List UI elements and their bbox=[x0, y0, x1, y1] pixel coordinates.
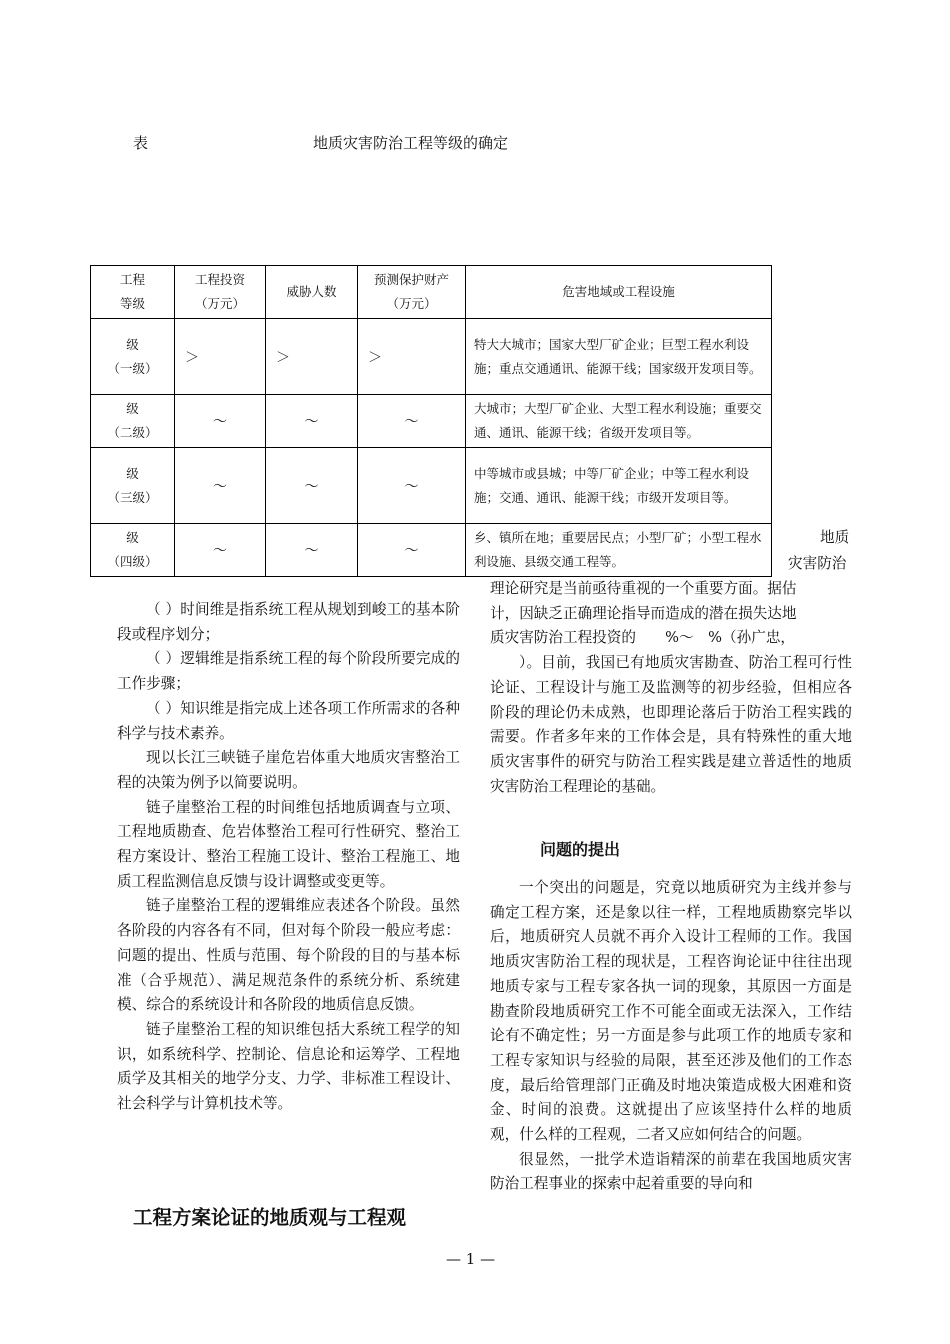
paragraph-theory-line2: 计，因缺乏正确理论指导而造成的潜在损失达地 bbox=[490, 604, 797, 622]
table-row bbox=[91, 448, 772, 524]
property-cell: ～ bbox=[358, 524, 466, 577]
people-cell: ～ bbox=[266, 524, 358, 577]
table-row bbox=[91, 395, 772, 448]
paragraph-theory-rest: ）。目前，我国已有地质灾害勘查、防治工程可行性论证、工程设计与施工及监测等的初步经验，但相应各阶段的理论仍未成熟，也即理论落后于防治工程实践的需要。作者多年来的工作体会是，具有特殊性的重大地质灾害事件的研究与防治工程实践是建立普适性的地质灾害防治工程理论的基础。 bbox=[490, 654, 852, 795]
property-cell: ～ bbox=[358, 448, 466, 524]
investment-cell: ～ bbox=[175, 524, 266, 577]
table-label: 表 bbox=[133, 134, 149, 152]
area-cell: 大城市；大型厂矿企业、大型工程水利设施；重要交通、通讯、能源干线；省级开发项目等。 bbox=[466, 395, 772, 448]
people-cell: ～ bbox=[266, 448, 358, 524]
paragraph-example-intro: 现以长江三峡链子崖危岩体重大地质灾害整治工程的决策为例予以简要说明。 bbox=[117, 749, 460, 791]
area-cell: 中等城市或县城；中等厂矿企业；中等工程水利设施；交通、通讯、能源干线；市级开发项目等。 bbox=[466, 448, 772, 524]
right-column-lower bbox=[490, 876, 852, 1197]
grade-cell: 级 （二级） bbox=[91, 395, 175, 448]
investment-cell: ＞ bbox=[175, 319, 266, 395]
table-row bbox=[91, 524, 772, 577]
grade-cell: 级 （四级） bbox=[91, 524, 175, 577]
paragraph-problem: 一个突出的问题是，究竟以地质研究为主线并参与确定工程方案，还是象以往一样，工程地质勘察完毕以后，地质研究人员就不再介入设计工程师的工作。我国地质灾害防治工程的现状是，工程咨询论证中往往出现地质专家与工程专家各执一词的现象，其原因一方面是勘查阶段地质研究工作不可能全面或无法深入，工作结论有不确定性；另一方面是参与此项工作的地质专家和工程专家知识与经验的局限，甚至还涉及他们的工作态度，最后给管理部门正确及时地决策造成极大困难和资金、时间的浪费。这就提出了应该坚持什么样的地质观，什么样的工程观，二者又应如何结合的问题。 bbox=[490, 879, 852, 1144]
paragraph-theory-line1: 理论研究是当前亟待重视的一个重要方面。据估 bbox=[490, 580, 797, 597]
area-cell: 特大大城市；国家大型厂矿企业；巨型工程水利设施；重点交通通讯、能源干线；国家级开发项目等。 bbox=[466, 319, 772, 395]
left-column bbox=[117, 598, 460, 1117]
paragraph-logic-dimension: （ ）逻辑维是指系统工程的每个阶段所要完成的工作步骤； bbox=[117, 650, 460, 693]
header-investment: 工程投资 （万元） bbox=[175, 266, 266, 319]
property-cell: ～ bbox=[358, 395, 466, 448]
grade-cell: 级 （一级） bbox=[91, 319, 175, 395]
header-property: 预测保护财产 （万元） bbox=[358, 266, 466, 319]
people-cell: ～ bbox=[266, 395, 358, 448]
grade-cell: 级 （三级） bbox=[91, 448, 175, 524]
paragraph-time-dimension: （ ）时间维是指系统工程从规划到峻工的基本阶段或程序划分； bbox=[117, 601, 460, 643]
table-row bbox=[91, 319, 772, 395]
subheading-problem: 问题的提出 bbox=[540, 840, 621, 859]
investment-cell: ～ bbox=[175, 448, 266, 524]
table-title: 地质灾害防治工程等级的确定 bbox=[313, 134, 509, 152]
page-number: — 1 — bbox=[446, 1250, 496, 1268]
paragraph-knowledge-dimension: （ ）知识维是指完成上述各项工作所需求的各种科学与技术素养。 bbox=[117, 699, 460, 742]
paragraph-theory-line3: 质灾害防治工程投资的 %～ %（孙广忠， bbox=[490, 629, 796, 647]
paragraph-time-example: 链子崖整治工程的时间维包括地质调查与立项、工程地质勘查、危岩体整治工程可行性研究、整治工程方案设计、整治工程施工设计、整治工程施工、地质工程监测信息反馈与设计调整或变更等。 bbox=[117, 798, 460, 890]
investment-cell: ～ bbox=[175, 395, 266, 448]
paragraph-conclusion: 很显然，一批学术造诣精深的前辈在我国地质灾害防治工程事业的探索中起着重要的导向和 bbox=[490, 1150, 852, 1193]
grade-table bbox=[90, 265, 772, 577]
people-cell: ＞ bbox=[266, 319, 358, 395]
wrap-text-1: 地质 bbox=[820, 529, 850, 546]
area-cell: 乡、镇所在地；重要居民点；小型厂矿；小型工程水利设施、县级交通工程等。 bbox=[466, 524, 772, 577]
table-header-row bbox=[91, 266, 772, 319]
wrap-text-2: 灾害防治 bbox=[788, 555, 847, 572]
header-grade: 工程 等级 bbox=[91, 266, 175, 319]
header-people: 威胁人数 bbox=[266, 266, 358, 319]
paragraph-logic-example: 链子崖整治工程的逻辑维应表述各个阶段。虽然各阶段的内容各有不同，但对每个阶段一般应考虑：问题的提出、性质与范围、每个阶段的目的与基本标准（合乎规范）、满足规范条件的系统分析、系统建模、综合的系统设计和各阶段的地质信息反馈。 bbox=[117, 897, 460, 1014]
right-column bbox=[490, 577, 852, 799]
section-heading: 工程方案论证的地质观与工程观 bbox=[133, 1206, 407, 1229]
paragraph-knowledge-example: 链子崖整治工程的知识维包括大系统工程学的知识，如系统科学、控制论、信息论和运筹学、工程地质学及其相关的地学分支、力学、非标准工程设计、社会科学与计算机技术等。 bbox=[117, 1020, 460, 1113]
header-area: 危害地域或工程设施 bbox=[466, 266, 772, 319]
property-cell: ＞ bbox=[358, 319, 466, 395]
